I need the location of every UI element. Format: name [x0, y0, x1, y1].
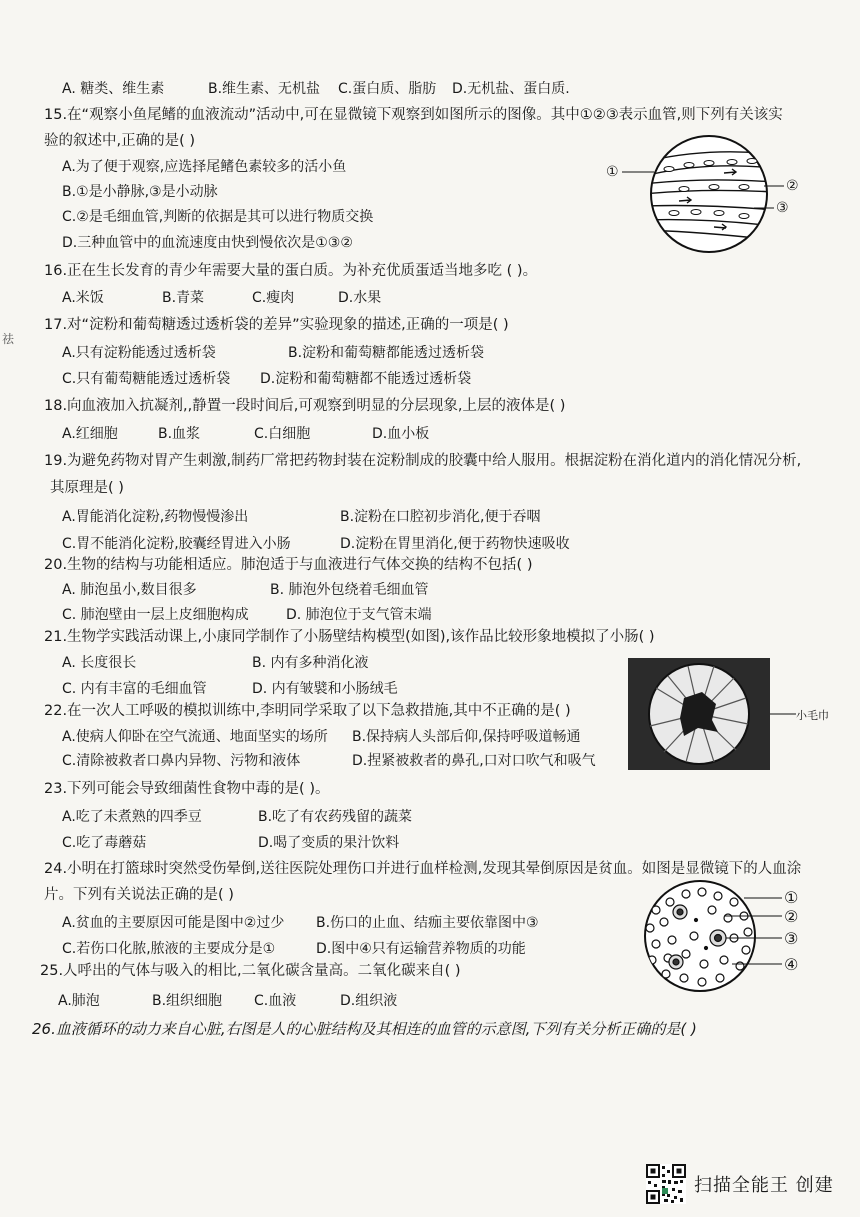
q23-stem: 23.下列可能会导致细菌性食物中毒的是( )。	[44, 781, 330, 797]
vessel-label-1: ①	[606, 164, 619, 180]
q17-option-a: A.只有淀粉能透过透析袋	[62, 345, 216, 361]
q15-stem-line1: 15.在“观察小鱼尾鳍的血液流动”活动中,可在显微镜下观察到如图所示的图像。其中①②③表示血管,则下列有关该实	[44, 107, 783, 123]
towel-label: 小毛巾	[796, 709, 829, 722]
cell-label-4: ④	[784, 955, 799, 974]
q14-option-d: D.无机盐、蛋白质.	[452, 81, 570, 97]
q23-option-b: B.吃了有农药残留的蔬菜	[258, 809, 413, 825]
cell-label-2: ②	[784, 907, 799, 926]
scanner-watermark	[646, 1162, 834, 1206]
q15-option-b: B.①是小静脉,③是小动脉	[62, 184, 218, 200]
q17-stem: 17.对“淀粉和葡萄糖透过透析袋的差异”实验现象的描述,正确的一项是( )	[44, 317, 509, 333]
q18-option-c: C.白细胞	[254, 426, 311, 442]
q24-option-d: D.图中④只有运输营养物质的功能	[316, 941, 526, 957]
vessel-label-2: ②	[786, 178, 799, 194]
vessel-label-3: ③	[776, 200, 789, 216]
qr-code-icon	[646, 1164, 686, 1204]
q21-option-b: B. 内有多种消化液	[252, 655, 369, 671]
q16-stem: 16.正在生长发育的青少年需要大量的蛋白质。为补充优质蛋适当地多吃 ( )。	[44, 263, 538, 279]
blood-vessel-illustration	[604, 132, 824, 256]
q21-stem: 21.生物学实践活动课上,小康同学制作了小肠壁结构模型(如图),该作品比较形象地模拟了小肠( )	[44, 629, 655, 645]
q14-option-a: A. 糖类、维生素	[62, 81, 165, 97]
q24-option-c: C.若伤口化脓,脓液的主要成分是①	[62, 941, 276, 957]
q25-option-c: C.血液	[254, 993, 297, 1009]
q16-option-c: C.瘦肉	[252, 290, 295, 306]
q23-option-c: C.吃了毒蘑菇	[62, 835, 147, 851]
q23-option-d: D.喝了变质的果汁饮料	[258, 835, 400, 851]
q16-option-a: A.米饭	[62, 290, 104, 306]
q24-option-b: B.伤口的止血、结痂主要依靠图中③	[316, 915, 539, 931]
q20-stem: 20.生物的结构与功能相适应。肺泡适于与血液进行气体交换的结构不包括( )	[44, 557, 533, 573]
q19-stem-line2: 其原理是( )	[50, 480, 124, 496]
q18-option-b: B.血浆	[158, 426, 201, 442]
q15-stem-line2: 验的叙述中,正确的是( )	[44, 133, 196, 149]
q23-option-a: A.吃了未煮熟的四季豆	[62, 809, 202, 825]
q25-option-d: D.组织液	[340, 993, 398, 1009]
q17-option-c: C.只有葡萄糖能透过透析袋	[62, 371, 231, 387]
q22-option-d: D.捏紧被救者的鼻孔,口对口吹气和吸气	[352, 753, 596, 769]
q19-stem-line1: 19.为避免药物对胃产生刺激,制药厂常把药物封装在淀粉制成的胶囊中给人服用。根据淀粉在消化道内的消化情况分析,	[44, 453, 802, 469]
q15-option-a: A.为了便于观察,应选择尾鳍色素较多的活小鱼	[62, 159, 347, 175]
q21-option-c: C. 内有丰富的毛细血管	[62, 681, 207, 697]
q24-stem-line1: 24.小明在打篮球时突然受伤晕倒,送往医院处理伤口并进行血样检测,发现其晕倒原因是贫血。如图是显微镜下的人血涂	[44, 861, 802, 877]
q18-stem: 18.向血液加入抗凝剂,,静置一段时间后,可观察到明显的分层现象,上层的液体是( )	[44, 398, 566, 414]
q25-option-b: B.组织细胞	[152, 993, 223, 1009]
q20-option-a: A. 肺泡虽小,数目很多	[62, 582, 197, 598]
q22-option-c: C.清除被救者口鼻内异物、污物和液体	[62, 753, 301, 769]
q21-option-a: A. 长度很长	[62, 655, 137, 671]
cell-label-1: ①	[784, 888, 799, 907]
q17-option-d: D.淀粉和葡萄糖都不能透过透析袋	[260, 371, 472, 387]
blood-vessel-figure	[604, 132, 824, 256]
intestine-model-figure	[628, 658, 828, 770]
q15-option-d: D.三种血管中的血流速度由快到慢依次是①③②	[62, 235, 353, 251]
q24-option-a: A.贫血的主要原因可能是图中②过少	[62, 915, 285, 931]
cell-label-3: ③	[784, 929, 799, 948]
q25-stem: 25.人呼出的气体与吸入的相比,二氧化碳含量高。二氧化碳来自( )	[40, 963, 461, 979]
q20-option-b: B. 肺泡外包绕着毛细血管	[270, 582, 429, 598]
q22-option-a: A.使病人仰卧在空气流通、地面坚实的场所	[62, 729, 328, 745]
q16-option-b: B.青菜	[162, 290, 205, 306]
margin-character: 祛	[2, 332, 15, 346]
scanner-watermark-text: 扫描全能王 创建	[694, 1175, 834, 1196]
q19-option-d: D.淀粉在胃里消化,便于药物快速吸收	[340, 536, 570, 552]
q16-option-d: D.水果	[338, 290, 382, 306]
q21-option-d: D. 内有皱襞和小肠绒毛	[252, 681, 398, 697]
q17-option-b: B.淀粉和葡萄糖都能透过透析袋	[288, 345, 485, 361]
q26-stem: 26.血液循环的动力来自心脏,右图是人的心脏结构及其相连的血管的示意图,下列有关分析正确的是( )	[32, 1020, 697, 1038]
q22-option-b: B.保持病人头部后仰,保持呼吸道畅通	[352, 729, 581, 745]
q25-option-a: A.肺泡	[58, 993, 100, 1009]
q15-option-c: C.②是毛细血管,判断的依据是其可以进行物质交换	[62, 209, 374, 225]
q18-option-d: D.血小板	[372, 426, 430, 442]
q20-option-d: D. 肺泡位于支气管末端	[286, 607, 432, 623]
q14-option-c: C.蛋白质、脂肪	[338, 81, 437, 97]
q20-option-c: C. 肺泡壁由一层上皮细胞构成	[62, 607, 249, 623]
blood-smear-figure	[636, 880, 826, 992]
q19-option-c: C.胃不能消化淀粉,胶囊经胃进入小肠	[62, 536, 291, 552]
q22-stem: 22.在一次人工呼吸的模拟训练中,李明同学采取了以下急救措施,其中不正确的是( )	[44, 703, 571, 719]
q19-option-a: A.胃能消化淀粉,药物慢慢渗出	[62, 509, 249, 525]
q19-option-b: B.淀粉在口腔初步消化,便于吞咽	[340, 509, 541, 525]
q18-option-a: A.红细胞	[62, 426, 118, 442]
q14-option-b: B.维生素、无机盐	[208, 81, 321, 97]
q24-stem-line2: 片。下列有关说法正确的是( )	[44, 887, 234, 903]
